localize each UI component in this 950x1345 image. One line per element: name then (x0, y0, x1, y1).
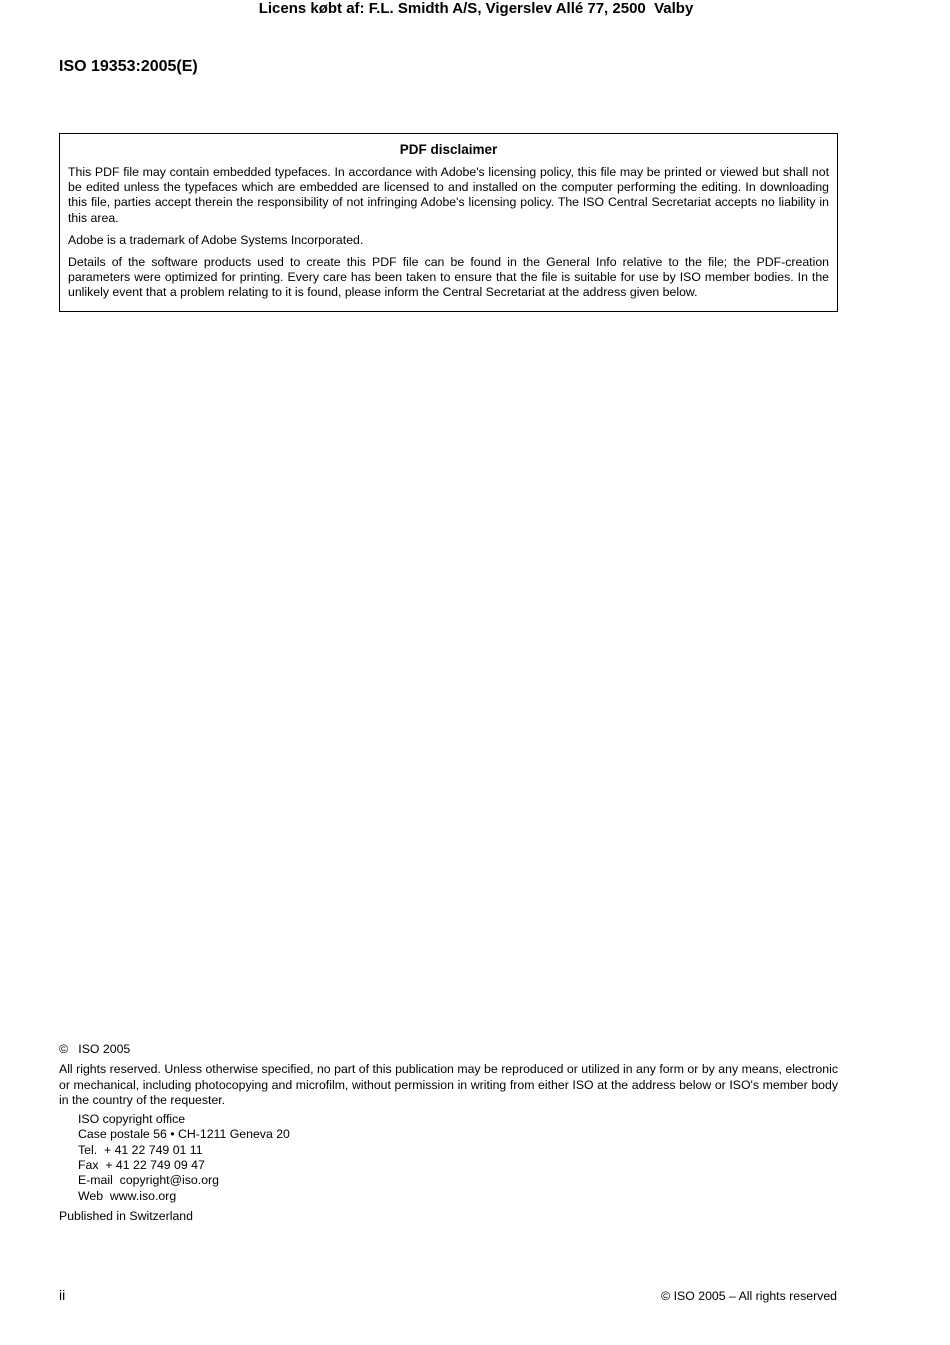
disclaimer-title: PDF disclaimer (399, 142, 498, 157)
address-web: Web www.iso.org (78, 1188, 177, 1203)
footer-copyright: © ISO 2005 – All rights reserved (661, 1289, 837, 1303)
license-header: Licens købt af: F.L. Smidth A/S, Vigerslev Allé 77, 2500 Valby (258, 0, 694, 17)
disclaimer-paragraph-typefaces: This PDF file may contain embedded typefaces. In accordance with Adobe's licensing policy, this file may be printed or viewed but shall not be edited unless the typefaces which are embedded are licensed to and installed on the computer performing the editing. In downloading this file, parties accept therein the responsibility of not infringing Adobe's licensing policy. The ISO Central Secretariat accepts no liability in this area. (68, 165, 829, 225)
disclaimer-paragraph-trademark: Adobe is a trademark of Adobe Systems Incorporated. (68, 232, 364, 247)
disclaimer-paragraph-details: Details of the software products used to create this PDF file can be found in the General Info relative to the file; the PDF-creation parameters were optimized for printing. Every care has been taken to ensure that the file is suitable for use by ISO member bodies. In the unlikely event that a problem relating to it is found, please inform the Central Secretariat at the address given below. (68, 255, 829, 300)
copyright-office-address (59, 1112, 838, 1204)
rights-statement: All rights reserved. Unless otherwise specified, no part of this publication may be reproduced or utilized in any form or by any means, electronic or mechanical, including photocopying and microfilm, without permission in writing from either ISO at the address below or ISO's member body in the country of the requester. (59, 1062, 838, 1107)
copyright-line: © ISO 2005 (59, 1042, 131, 1056)
address-email: E-mail copyright@iso.org (78, 1173, 219, 1188)
pdf-disclaimer-box (59, 133, 838, 312)
address-postal: Case postale 56 • CH-1211 Geneva 20 (78, 1127, 290, 1142)
copyright-notice (59, 1042, 838, 1224)
address-telephone: Tel. + 41 22 749 01 11 (78, 1142, 203, 1157)
document-identifier: ISO 19353:2005(E) (59, 58, 198, 75)
page-number: ii (59, 1287, 66, 1303)
address-office-name: ISO copyright office (78, 1112, 186, 1127)
published-in: Published in Switzerland (59, 1208, 193, 1223)
address-fax: Fax + 41 22 749 09 47 (78, 1158, 205, 1173)
